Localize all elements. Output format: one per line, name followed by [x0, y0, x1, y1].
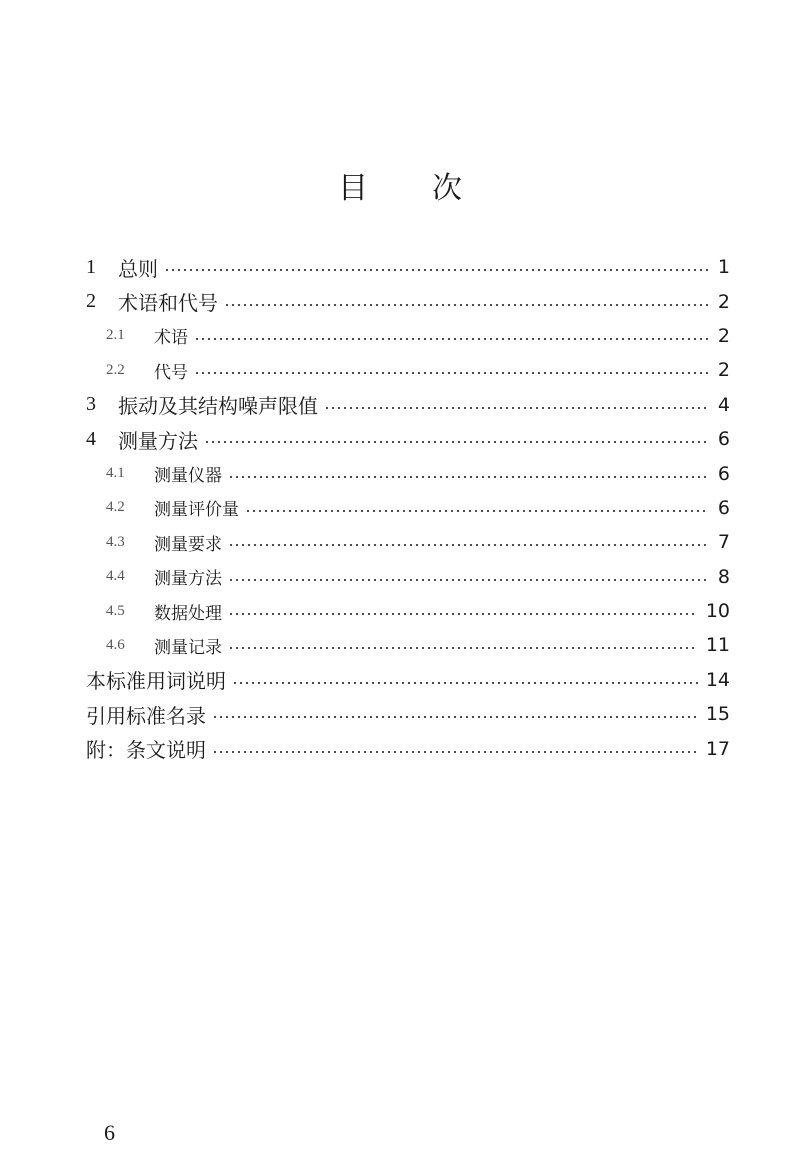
dot-leader	[228, 476, 708, 478]
dot-leader	[212, 716, 698, 718]
toc-entry[interactable]	[86, 525, 730, 559]
toc-entry-label: 测量要求	[154, 534, 222, 555]
toc-entry-page-number: 1	[717, 256, 730, 279]
toc-entry[interactable]	[86, 663, 730, 697]
toc-entry-label: 术语	[154, 328, 188, 349]
dot-leader	[224, 304, 708, 306]
toc-entry-number: 2.1	[106, 327, 125, 344]
toc-entry[interactable]	[86, 250, 730, 284]
toc-entry-number: 3	[86, 393, 96, 416]
dot-leader	[204, 441, 708, 443]
toc-entry-number: 2	[86, 290, 96, 313]
toc-entry-page-number: 15	[705, 703, 730, 726]
toc-entry-label: 附：条文说明	[86, 738, 206, 763]
toc-entry[interactable]	[86, 422, 730, 456]
dot-leader	[164, 269, 708, 271]
toc-entry-label: 测量评价量	[154, 500, 239, 521]
toc-entry[interactable]	[86, 456, 730, 490]
toc-entry-number: 4.1	[106, 465, 125, 482]
toc-entry-page-number: 11	[705, 634, 730, 657]
toc-entry-label: 测量方法	[118, 428, 198, 453]
toc-entry-label: 本标准用词说明	[86, 669, 226, 694]
toc-entry-label: 振动及其结构噪声限值	[118, 394, 318, 419]
title-char-1: 目	[338, 171, 368, 206]
toc-entry-number: 2.2	[106, 361, 125, 378]
toc-entry-label: 数据处理	[154, 603, 222, 624]
toc-entry[interactable]	[86, 697, 730, 731]
toc-entry-label: 代号	[154, 362, 188, 383]
toc-entry[interactable]	[86, 560, 730, 594]
toc-entry-page-number: 6	[717, 428, 730, 451]
toc-entry[interactable]	[86, 284, 730, 318]
page-number: 6	[104, 1120, 115, 1145]
dot-leader	[228, 544, 708, 546]
page-title	[0, 163, 800, 207]
toc-entry-page-number: 2	[717, 290, 730, 313]
dot-leader	[228, 579, 708, 581]
toc-entry-page-number: 2	[717, 324, 730, 347]
dot-leader	[232, 682, 698, 684]
toc-entry-label: 测量仪器	[154, 466, 222, 487]
toc-entry-label: 总则	[118, 256, 158, 281]
toc-entry-page-number: 6	[717, 496, 730, 519]
toc-entry[interactable]	[86, 353, 730, 387]
dot-leader	[194, 338, 708, 340]
table-of-contents	[86, 250, 730, 766]
toc-entry-number: 4.6	[106, 636, 125, 653]
toc-entry-label: 术语和代号	[118, 291, 218, 316]
toc-entry-page-number: 7	[717, 531, 730, 554]
toc-entry[interactable]	[86, 628, 730, 662]
toc-entry-page-number: 17	[705, 737, 730, 760]
toc-entry[interactable]	[86, 491, 730, 525]
dot-leader	[228, 613, 698, 615]
toc-entry-number: 4.5	[106, 602, 125, 619]
toc-entry-number: 4	[86, 427, 96, 450]
toc-entry-page-number: 8	[717, 565, 730, 588]
toc-entry[interactable]	[86, 388, 730, 422]
toc-entry-label: 引用标准名录	[86, 703, 206, 728]
toc-entry-page-number: 2	[717, 359, 730, 382]
toc-entry-number: 4.3	[106, 533, 125, 550]
toc-entry[interactable]	[86, 594, 730, 628]
toc-entry-label: 测量记录	[154, 637, 222, 658]
toc-entry-number: 1	[86, 255, 96, 278]
title-char-2: 次	[432, 171, 462, 206]
toc-entry-number: 4.4	[106, 568, 125, 585]
toc-entry-page-number: 10	[705, 600, 730, 623]
toc-entry[interactable]	[86, 319, 730, 353]
dot-leader	[212, 751, 698, 753]
toc-entry[interactable]	[86, 731, 730, 765]
toc-entry-page-number: 6	[717, 462, 730, 485]
dot-leader	[194, 372, 708, 374]
toc-entry-page-number: 4	[717, 393, 730, 416]
dot-leader	[245, 510, 708, 512]
toc-entry-label: 测量方法	[154, 569, 222, 590]
dot-leader	[324, 407, 708, 409]
dot-leader	[228, 647, 698, 649]
toc-entry-page-number: 14	[705, 668, 730, 691]
toc-entry-number: 4.2	[106, 499, 125, 516]
